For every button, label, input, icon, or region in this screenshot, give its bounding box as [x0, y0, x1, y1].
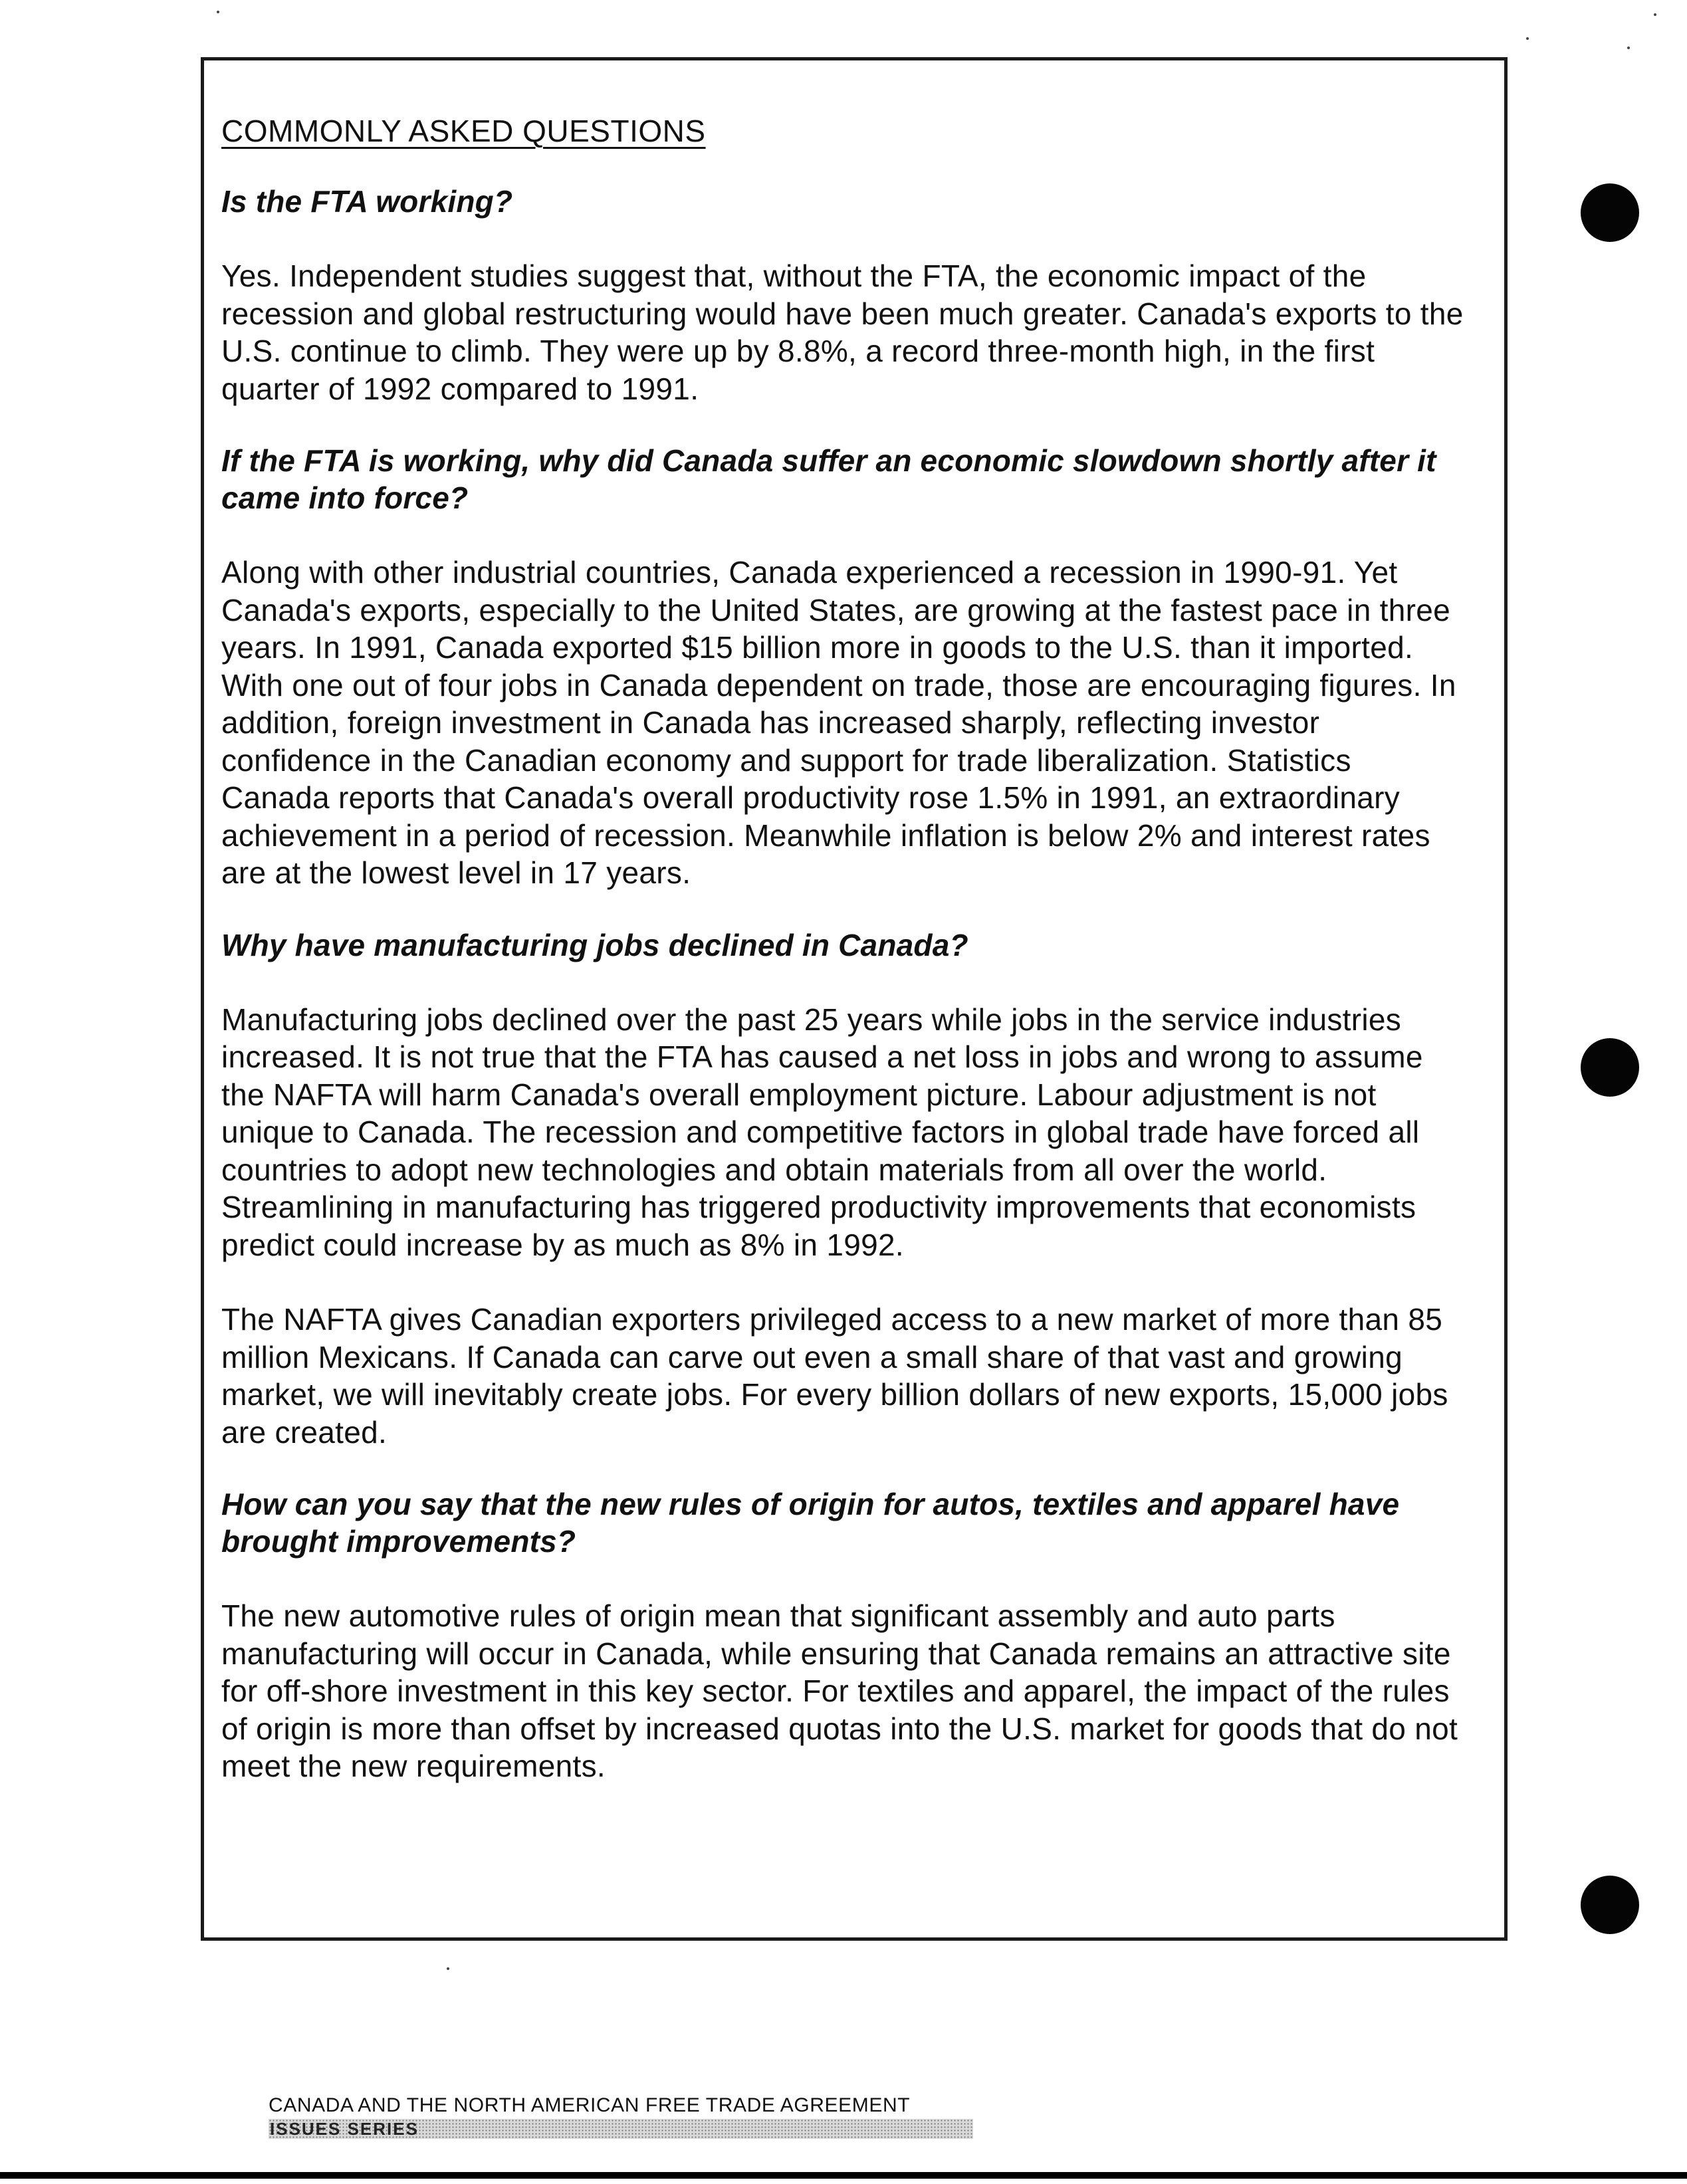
bottom-rule: [0, 2172, 1687, 2179]
page-heading: COMMONLY ASKED QUESTIONS: [221, 114, 706, 148]
scan-speck: [447, 1967, 449, 1970]
binder-hole-icon: [1581, 183, 1639, 242]
binder-hole-icon: [1581, 1038, 1639, 1097]
answer-paragraph: The new automotive rules of origin mean that significant assembly and auto parts manufacturing will occur in Canada, while ensuring that Canada remains an attractive site for off-shore investment in this key sector. For textiles and apparel, the impact of the rules of origin is more than offset by increased quotas into the U.S. market for goods that do not meet the new requirements.: [221, 1598, 1458, 1783]
footer: [269, 2094, 973, 2139]
series-band: [269, 2119, 973, 2139]
answer-paragraph: The NAFTA gives Canadian exporters privileged access to a new market of more than 85 million Mexicans. If Canada can carve out even a small share of that vast and growing market, we will inevitably create jobs. For every billion dollars of new exports, 15,000 jobs are created.: [221, 1302, 1448, 1450]
question: Is the FTA working?: [221, 184, 513, 219]
content-box: [201, 57, 1508, 1941]
footer-title: CANADA AND THE NORTH AMERICAN FREE TRADE AGREEMENT: [269, 2094, 911, 2116]
qa-item: [221, 1485, 1464, 1785]
scan-speck: [217, 11, 219, 13]
question: If the FTA is working, why did Canada suffer an economic slowdown shortly after it came into force?: [221, 443, 1436, 515]
qa-item: [221, 927, 1464, 1452]
binder-hole-icon: [1581, 1876, 1639, 1934]
scan-speck: [1654, 13, 1656, 16]
scan-speck: [1627, 47, 1630, 49]
answer-paragraph: Along with other industrial countries, Canada experienced a recession in 1990-91. Yet Canada's exports, especially to the United States, are growing at the fastest pace in three years. In 1991, Canada exported $15 billion more in goods to the U.S. than it imported. With one out of four jobs in Canada dependent on trade, those are encouraging figures. In addition, foreign investment in Canada has increased sharply, reflecting investor confidence in the Canadian economy and support for trade liberalization. Statistics Canada reports that Canada's overall productivity rose 1.5% in 1991, an extraordinary achievement in a period of recession. Meanwhile inflation is below 2% and interest rates are at the lowest level in 17 years.: [221, 555, 1456, 890]
question: Why have manufacturing jobs declined in Canada?: [221, 927, 968, 962]
qa-item: [221, 442, 1464, 892]
answer-paragraph: Manufacturing jobs declined over the past 25 years while jobs in the service industries increased. It is not true that the FTA has caused a net loss in jobs and wrong to assume the NAFTA will harm Canada's overall employment picture. Labour adjustment is not unique to Canada. The recession and competitive factors in global trade have forced all countries to adopt new technologies and obtain materials from all over the world. Streamlining in manufacturing has triggered productivity improvements that economists predict could increase by as much as 8% in 1992.: [221, 1002, 1423, 1262]
series-label: ISSUES SERIES: [270, 2119, 419, 2139]
answer-paragraph: Yes. Independent studies suggest that, without the FTA, the economic impact of the recession and global restructuring would have been much greater. Canada's exports to the U.S. continue to climb. They were up by 8.8%, a record three-month high, in the first quarter of 1992 compared to 1991.: [221, 259, 1464, 406]
question: How can you say that the new rules of origin for autos, textiles and apparel have brought improvements?: [221, 1487, 1400, 1559]
qa-item: [221, 183, 1464, 407]
scan-speck: [1526, 37, 1529, 40]
